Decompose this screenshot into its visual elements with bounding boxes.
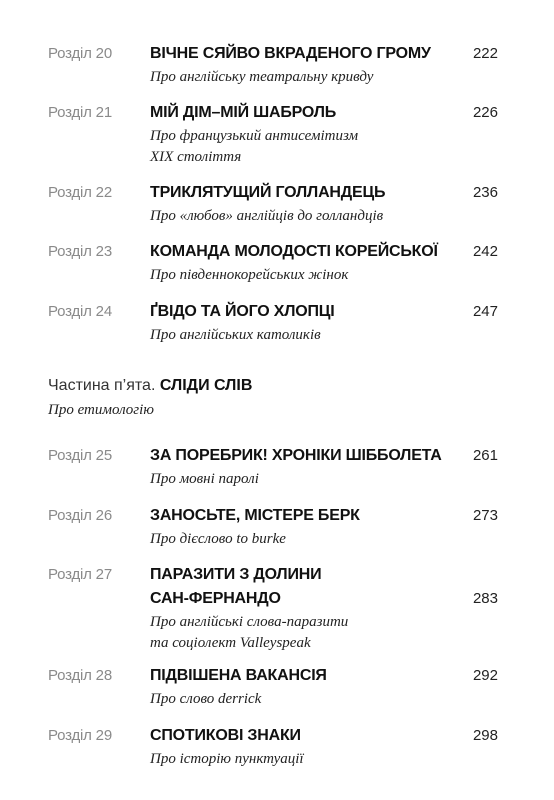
chapter-subtitle: Про історію пунктуації <box>150 751 304 767</box>
page-number: 242 <box>472 243 498 260</box>
page-number: 222 <box>472 45 498 62</box>
chapter-label: Розділ 26 <box>48 507 112 524</box>
chapter-subtitle: Про англійських католиків <box>150 327 321 343</box>
chapter-subtitle: Про слово derrick <box>150 691 262 707</box>
chapter-title: ТРИКЛЯТУЩИЙ ГОЛЛАНДЕЦЬ <box>150 184 386 201</box>
chapter-subtitle: Про «любов» англійців до голландців <box>150 208 384 224</box>
chapter-label: Розділ 27 <box>48 566 112 583</box>
page-number: 247 <box>472 303 498 320</box>
chapter-title: ВІЧНЕ СЯЙВО ВКРАДЕНОГО ГРОМУ <box>150 45 431 62</box>
chapter-label: Розділ 24 <box>48 303 112 320</box>
page-number: 283 <box>472 590 498 607</box>
chapter-label: Розділ 21 <box>48 104 112 121</box>
chapter-title-line2: САН-ФЕРНАНДО <box>150 590 281 607</box>
chapter-subtitle: Про англійську театральну кривду <box>150 69 374 85</box>
chapter-label: Розділ 22 <box>48 184 112 201</box>
chapter-title: ПІДВІШЕНА ВАКАНСІЯ <box>150 667 327 684</box>
page-number: 226 <box>472 104 498 121</box>
part-heading <box>48 377 252 395</box>
chapter-subtitle: Про англійські слова-паразити <box>150 614 349 630</box>
chapter-title: ЗАНОСЬТЕ, МІСТЕРЕ БЕРК <box>150 507 360 524</box>
chapter-label: Розділ 29 <box>48 727 112 744</box>
chapter-subtitle-line2: та соціолект Valleyspeak <box>150 635 311 651</box>
chapter-subtitle: Про дієслово to burke <box>150 531 286 547</box>
chapter-label: Розділ 25 <box>48 447 112 464</box>
part-label: Частина п’ята. <box>48 377 156 394</box>
chapter-subtitle-line2: XIX століття <box>150 149 242 165</box>
chapter-title: КОМАНДА МОЛОДОСТІ КОРЕЙСЬКОЇ <box>150 243 438 260</box>
chapter-title: ПАРАЗИТИ З ДОЛИНИ <box>150 566 322 583</box>
part-subtitle: Про етимологію <box>48 402 154 418</box>
chapter-subtitle: Про мовні паролі <box>150 471 259 487</box>
chapter-subtitle: Про південнокорейських жінок <box>150 267 349 283</box>
page-number: 292 <box>472 667 498 684</box>
chapter-title: ЗА ПОРЕБРИК! ХРОНІКИ ШІББОЛЕТА <box>150 447 442 464</box>
chapter-label: Розділ 28 <box>48 667 112 684</box>
part-title: СЛІДИ СЛІВ <box>159 377 253 394</box>
page-number: 273 <box>472 507 498 524</box>
page-number: 298 <box>472 727 498 744</box>
chapter-title: ҐВІДО ТА ЙОГО ХЛОПЦІ <box>150 303 335 320</box>
page-number: 236 <box>472 184 498 201</box>
chapter-label: Розділ 23 <box>48 243 112 260</box>
chapter-subtitle: Про французький антисемітизм <box>150 128 359 144</box>
chapter-title: МІЙ ДІМ–МІЙ ШАБРОЛЬ <box>150 104 337 121</box>
chapter-title: СПОТИКОВІ ЗНАКИ <box>150 727 301 744</box>
page-number: 261 <box>472 447 498 464</box>
chapter-label: Розділ 20 <box>48 45 112 62</box>
